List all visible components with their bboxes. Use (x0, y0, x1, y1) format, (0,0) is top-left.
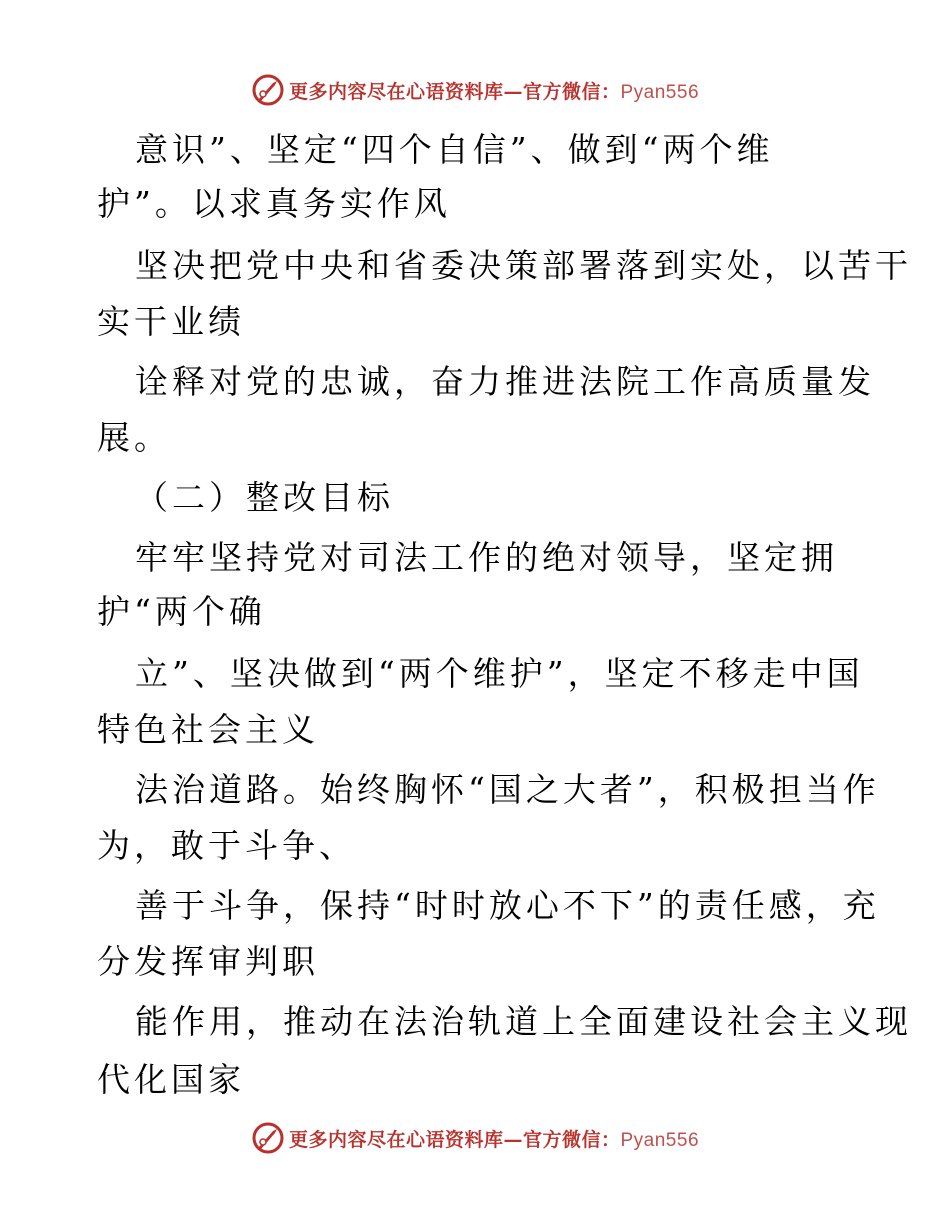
section-heading: （二）整改目标 (135, 478, 394, 517)
body-line: 展。 (97, 418, 171, 457)
body-line: 善于斗争，保持“时时放心不下”的责任感，充 (135, 886, 880, 925)
footer-wechat-id: Pyan556 (620, 1129, 700, 1151)
body-line: 意识”、坚定“四个自信”、做到“两个维 (135, 130, 774, 169)
body-line: 坚决把党中央和省委决策部署落到实处，以苦干 (135, 246, 912, 285)
body-line: 法治道路。始终胸怀“国之大者”，积极担当作 (135, 770, 880, 809)
footer-banner-text: 更多内容尽在心语资料库—官方微信：Pyan556 (288, 1128, 700, 1151)
body-line: 护”。以求真务实作风 (97, 184, 451, 223)
header-wechat-id: Pyan556 (620, 81, 700, 103)
header-banner (0, 70, 950, 110)
body-line: 实干业绩 (97, 302, 245, 341)
body-line: 护“两个确 (97, 592, 266, 631)
body-line: 诠释对党的忠诚，奋力推进法院工作高质量发 (135, 362, 875, 401)
body-line: 牢牢坚持党对司法工作的绝对领导，坚定拥 (135, 538, 838, 577)
header-banner-text: 更多内容尽在心语资料库—官方微信：Pyan556 (288, 80, 700, 103)
footer-banner (0, 1118, 950, 1158)
body-line: 立”、坚决做到“两个维护”，坚定不移走中国 (135, 654, 864, 693)
body-line: 分发挥审判职 (97, 942, 319, 981)
body-line: 代化国家 (97, 1060, 245, 1099)
quill-pen-logo-icon (251, 1121, 285, 1155)
body-line: 特色社会主义 (97, 710, 319, 749)
body-line: 为，敢于斗争、 (97, 826, 356, 865)
body-line: 能作用，推动在法治轨道上全面建设社会主义现 (135, 1002, 912, 1041)
quill-pen-logo-icon (251, 73, 285, 107)
